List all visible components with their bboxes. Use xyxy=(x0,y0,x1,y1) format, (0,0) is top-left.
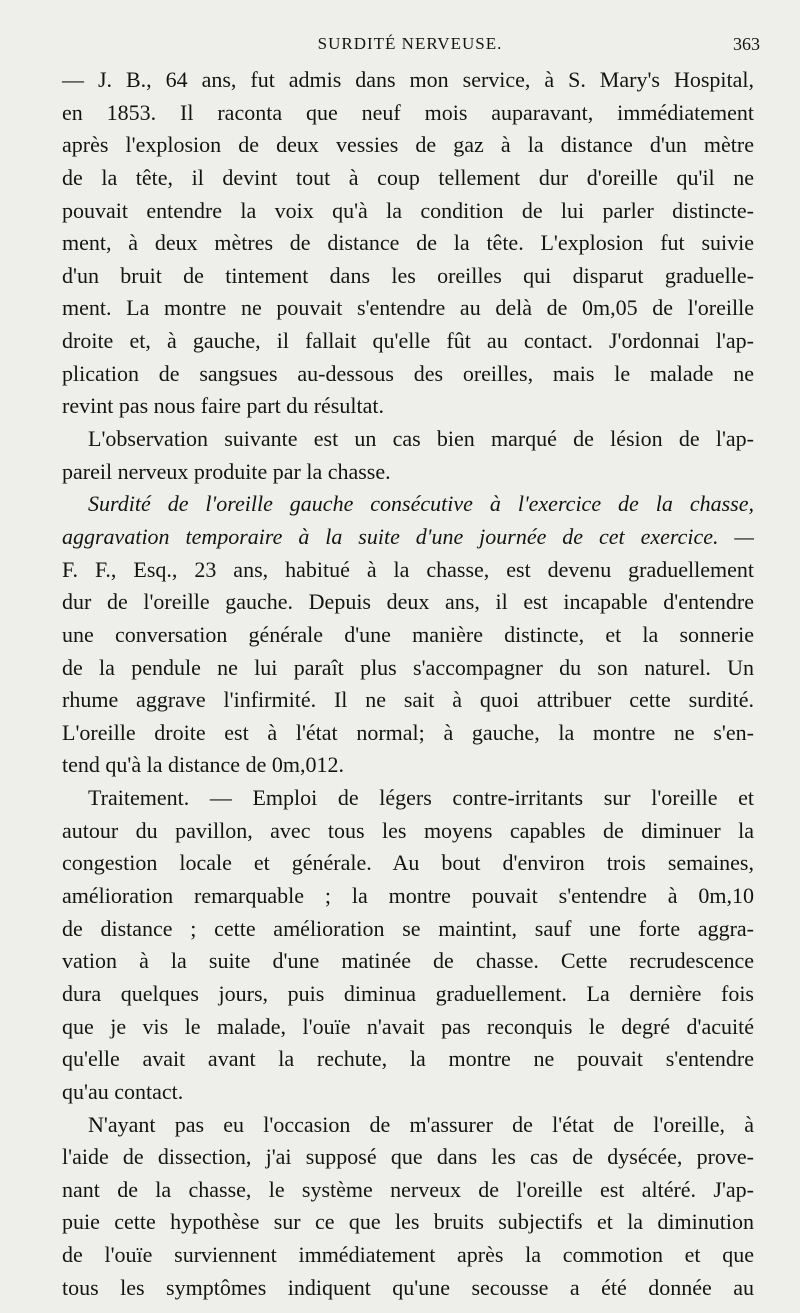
text-line: ment, à deux mètres de distance de la tête. L'explosion fut suivie xyxy=(62,230,754,256)
text-line: ment. La montre ne pouvait s'entendre au delà de 0m,05 de l'oreille xyxy=(62,295,754,321)
text-line: — J. B., 64 ans, fut admis dans mon service, à S. Mary's Hospital, xyxy=(62,67,754,92)
text-line: Traitement. — Emploi de légers contre-irritants sur l'oreille et xyxy=(88,785,754,811)
text-line: pareil nerveux produite par la chasse. xyxy=(62,458,391,484)
text-line: N'ayant pas eu l'occasion de m'assurer de l'état de l'oreille, à xyxy=(88,1111,754,1137)
text-line: dura quelques jours, puis diminua graduellement. La dernière fois xyxy=(62,980,754,1006)
text-line: rhume aggrave l'infirmité. Il ne sait à quoi attribuer cette surdité. xyxy=(62,687,754,713)
text-line: nant de la chasse, le système nerveux de l'oreille est altéré. J'ap- xyxy=(62,1176,754,1202)
text-line: droite et, à gauche, il fallait qu'elle fût au contact. J'ordonnai l'ap- xyxy=(62,328,754,354)
text-line: de l'ouïe surviennent immédiatement après la commotion et que xyxy=(62,1242,754,1268)
text-line: tous les symptômes indiquent qu'une secousse a été donnée au xyxy=(62,1274,754,1300)
page-number: 363 xyxy=(733,34,760,54)
text-line: qu'elle avait avant la rechute, la montre ne pouvait s'entendre xyxy=(62,1046,754,1072)
text-line: tend qu'à la distance de 0m,012. xyxy=(62,752,344,778)
text-line: Surdité de l'oreille gauche consécutive à l'exercice de la chasse, xyxy=(88,491,754,517)
text-line: aggravation temporaire à la suite d'une journée de cet exercice. — xyxy=(62,523,754,549)
text-line: amélioration remarquable ; la montre pouvait s'entendre à 0m,10 xyxy=(62,883,754,909)
body-text xyxy=(62,64,754,1304)
text-line: de la tête, il devint tout à coup tellement dur d'oreille qu'il ne xyxy=(62,164,754,190)
text-line: L'observation suivante est un cas bien marqué de lésion de l'ap- xyxy=(88,426,754,452)
text-line: autour du pavillon, avec tous les moyens capables de diminuer la xyxy=(62,817,754,843)
text-line: qu'au contact. xyxy=(62,1078,184,1104)
text-line: puie cette hypothèse sur ce que les bruits subjectifs et la diminution xyxy=(62,1209,754,1235)
text-line: l'aide de dissection, j'ai supposé que dans les cas de dysécée, prove- xyxy=(62,1144,754,1170)
text-line: vation à la suite d'une matinée de chasse. Cette recrudescence xyxy=(62,948,754,974)
text-line: L'oreille droite est à l'état normal; à gauche, la montre ne s'en- xyxy=(62,719,754,745)
text-line: congestion locale et générale. Au bout d'environ trois semaines, xyxy=(62,850,754,876)
text-line: après l'explosion de deux vessies de gaz à la distance d'un mètre xyxy=(62,132,754,158)
running-title: SURDITÉ NERVEUSE. xyxy=(317,34,503,53)
text-line: revint pas nous faire part du résultat. xyxy=(62,393,384,419)
text-line: F. F., Esq., 23 ans, habitué à la chasse, est devenu graduellement xyxy=(62,556,754,582)
text-line: de distance ; cette amélioration se maintint, sauf une forte aggra- xyxy=(62,915,754,941)
text-line: que je vis le malade, l'ouïe n'avait pas reconquis le degré d'acuité xyxy=(62,1013,754,1039)
text-line: de la pendule ne lui paraît plus s'accompagner du son naturel. Un xyxy=(62,654,754,680)
text-line: en 1853. Il raconta que neuf mois auparavant, immédiatement xyxy=(62,99,754,125)
text-line: une conversation générale d'une manière distincte, et la sonnerie xyxy=(62,621,754,647)
text-line: dur de l'oreille gauche. Depuis deux ans, il est incapable d'entendre xyxy=(62,589,754,615)
text-line: d'un bruit de tintement dans les oreilles qui disparut graduelle- xyxy=(62,262,754,288)
page-header xyxy=(60,34,760,58)
text-line: plication de sangsues au-dessous des oreilles, mais le malade ne xyxy=(62,360,754,386)
text-line: pouvait entendre la voix qu'à la condition de lui parler distincte- xyxy=(62,197,754,223)
